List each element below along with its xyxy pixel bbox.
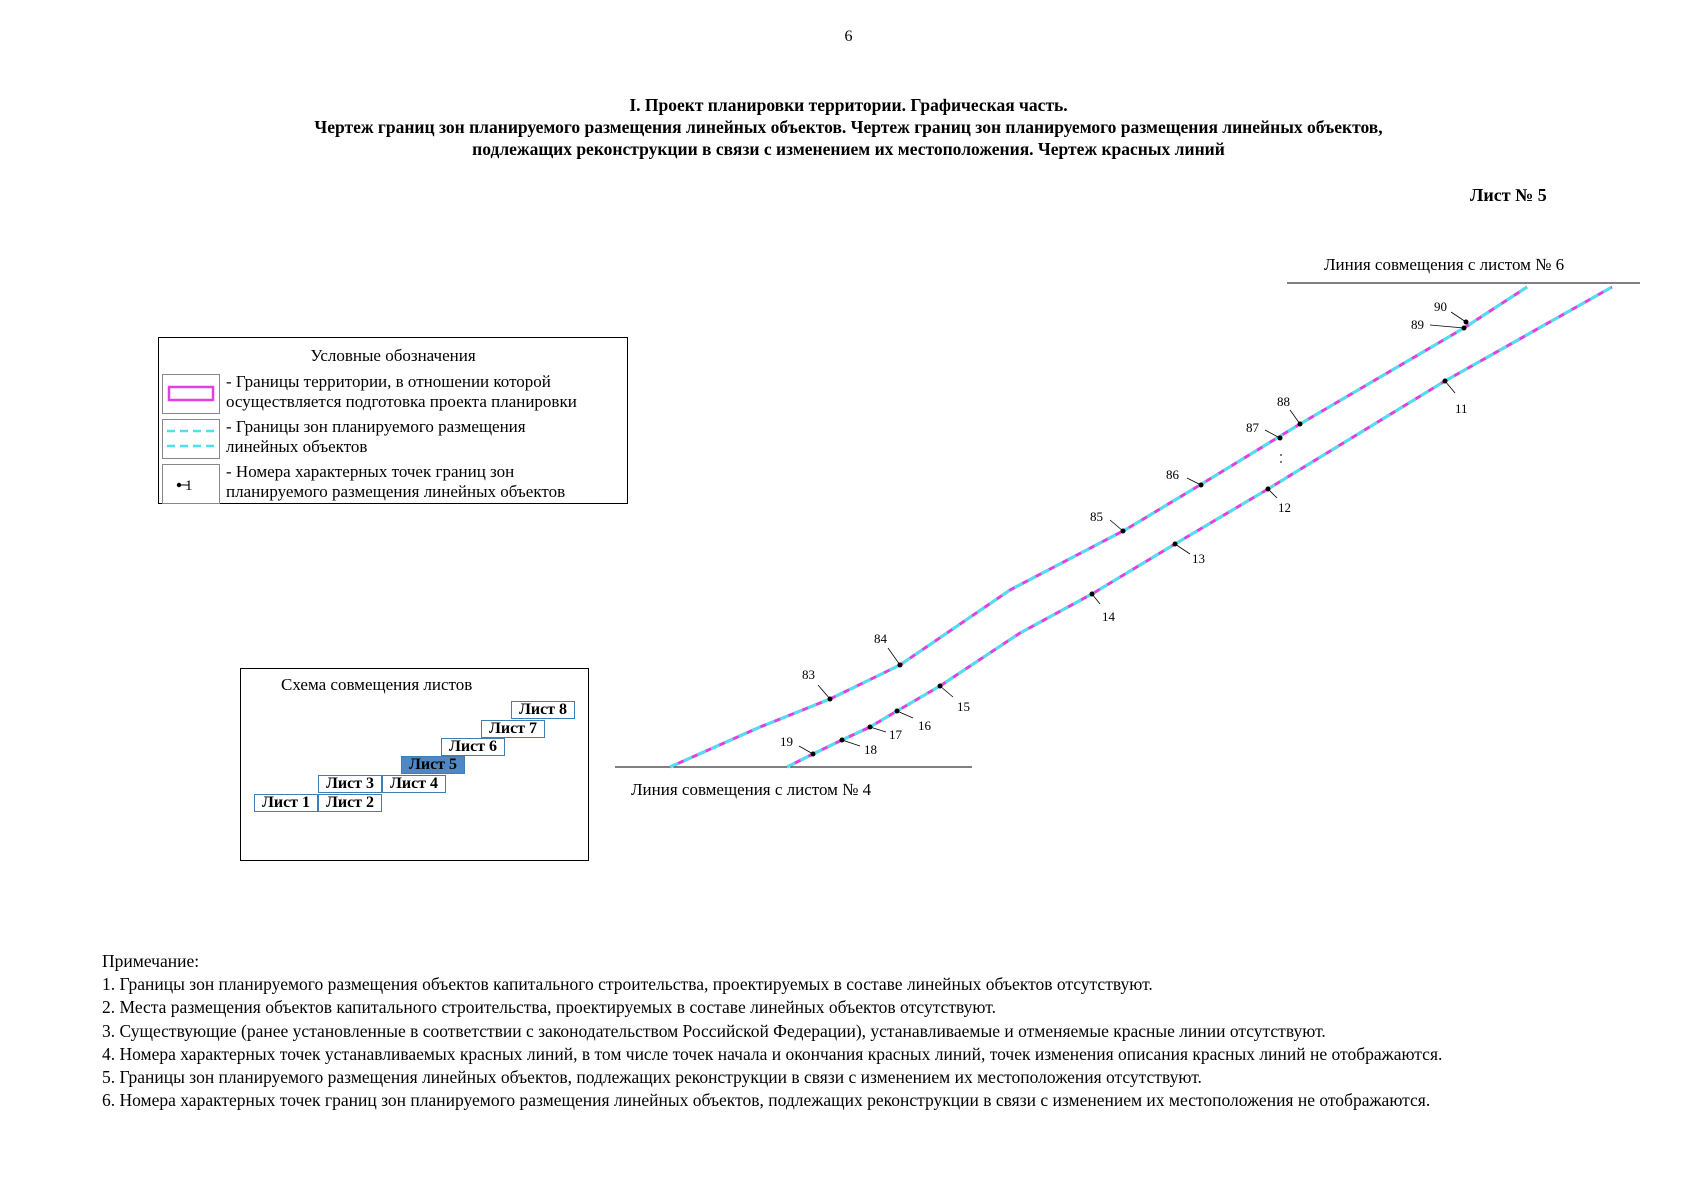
cyan-dashed-line-icon <box>162 419 220 459</box>
sheet-2-box: Лист 2 <box>318 794 382 812</box>
sheet-layout-scheme <box>240 668 589 861</box>
point-12 <box>1266 487 1292 516</box>
legend-text-line: - Границы зон планируемого размещения <box>226 417 526 436</box>
legend-text <box>226 462 565 502</box>
note-item: 6. Номера характерных точек границ зон планируемого размещения линейных объектов, подлежащих реконструкции в связи с изменением их местоположения не отображаются. <box>102 1090 1431 1111</box>
map-tick-mark <box>1280 454 1282 456</box>
point-label: 87 <box>1246 420 1259 435</box>
legend-text-line: линейных объектов <box>226 437 368 456</box>
point-label: 83 <box>802 667 815 682</box>
point-90 <box>1434 299 1469 325</box>
sheet-1-box: Лист 1 <box>254 794 318 812</box>
point-label: 90 <box>1434 299 1447 314</box>
upper-zone-boundary <box>670 287 1527 767</box>
note-item: 5. Границы зон планируемого размещения линейных объектов, подлежащих реконструкции в связи с изменением их местоположения отсутствуют. <box>102 1067 1202 1088</box>
scheme-title: Схема совмещения листов <box>281 675 473 694</box>
notes <box>102 950 1442 1112</box>
point-86 <box>1166 467 1204 488</box>
point-label: 17 <box>889 727 902 742</box>
join-label-bottom: Линия совмещения с листом № 4 <box>631 780 872 799</box>
sheet-number-label: Лист № 5 <box>1470 185 1547 205</box>
point-label: 84 <box>874 631 887 646</box>
point-18 <box>840 738 878 758</box>
point-label: 12 <box>1278 500 1291 515</box>
point-label: 86 <box>1166 467 1179 482</box>
legend-text-line: - Номера характерных точек границ зон <box>226 462 515 481</box>
point-label: 19 <box>780 734 793 749</box>
sheet-5-box-current: Лист 5 <box>401 756 465 774</box>
point-83 <box>802 667 833 702</box>
point-label: 13 <box>1192 551 1205 566</box>
point-label: 88 <box>1277 394 1290 409</box>
legend-text-line: планируемого размещения линейных объектов <box>226 482 566 501</box>
point-marker-label: 1 <box>185 478 193 494</box>
point-19 <box>780 734 816 757</box>
point-17 <box>868 725 903 743</box>
magenta-rectangle-icon <box>162 374 220 414</box>
sheet-8-box: Лист 8 <box>511 701 575 719</box>
point-label: 16 <box>918 718 931 733</box>
legend <box>158 337 628 504</box>
point-label: 18 <box>864 742 877 757</box>
point-13 <box>1173 542 1206 567</box>
point-15 <box>938 684 971 715</box>
point-84 <box>874 631 903 668</box>
note-item: 1. Границы зон планируемого размещения объектов капитального строительства, проектируемых в составе линейных объектов отсутствуют. <box>102 974 1153 995</box>
point-label: 85 <box>1090 509 1103 524</box>
lower-zone-boundary <box>787 287 1612 767</box>
join-label-top: Линия совмещения с листом № 6 <box>1324 255 1565 274</box>
sheet-6-box: Лист 6 <box>441 738 505 756</box>
point-14 <box>1090 592 1116 625</box>
point-85 <box>1090 509 1126 534</box>
notes-heading: Примечание: <box>102 951 200 971</box>
legend-text <box>226 372 577 412</box>
point-label: 11 <box>1455 401 1468 416</box>
page-number: 6 <box>844 28 853 45</box>
legend-text <box>226 417 526 457</box>
point-88 <box>1277 394 1303 427</box>
sheet-4-box: Лист 4 <box>382 775 446 793</box>
note-item: 2. Места размещения объектов капитального строительства, проектируемых в составе линейных объектов отсутствуют. <box>102 997 996 1018</box>
legend-title: Условные обозначения <box>310 346 476 365</box>
point-label: 89 <box>1411 317 1424 332</box>
legend-text-line: - Границы территории, в отношении которой <box>226 372 551 391</box>
point-marker-icon <box>162 464 220 504</box>
note-item: 4. Номера характерных точек устанавливаемых красных линий, в том числе точек начала и окончания красных линий, точек изменения описания красных линий не отображаются. <box>102 1043 1443 1064</box>
point-label: 15 <box>957 699 970 714</box>
title-line-2: Чертеж границ зон планируемого размещения линейных объектов. Чертеж границ зон планируемого размещения линейных объектов, <box>314 117 1383 137</box>
map-tick-mark <box>1280 461 1282 463</box>
legend-text-line: осуществляется подготовка проекта планировки <box>226 392 577 411</box>
title-line-3: подлежащих реконструкции в связи с изменением их местоположения. Чертеж красных линий <box>472 139 1225 159</box>
note-item: 3. Существующие (ранее установленные в соответствии с законодательством Российской Федерации), устанавливаемые и отменяемые красные линии отсутствуют. <box>102 1020 1326 1041</box>
point-11 <box>1443 379 1468 417</box>
title-line-1: I. Проект планировки территории. Графическая часть. <box>629 95 1068 115</box>
point-label: 14 <box>1102 609 1115 624</box>
sheet-7-box: Лист 7 <box>481 720 545 738</box>
sheet-3-box: Лист 3 <box>318 775 382 793</box>
